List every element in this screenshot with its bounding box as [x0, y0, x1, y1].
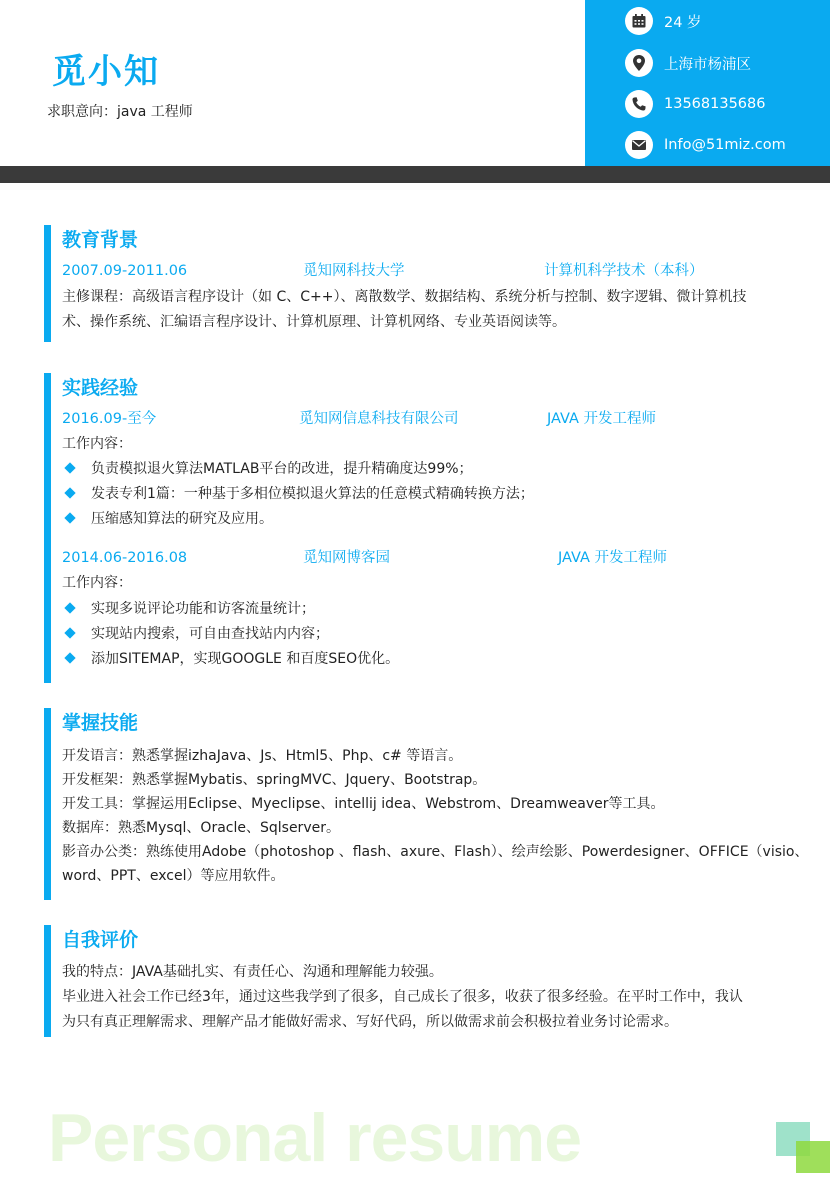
contact-age-text: 24 岁: [664, 14, 702, 31]
contact-panel: [585, 0, 830, 166]
candidate-name: 觅小知: [52, 52, 160, 92]
job-item: 发表专利1篇：一种基于多相位模拟退火算法的任意模式精确转换方法；: [91, 486, 534, 502]
evaluation-line: 为只有真正理解需求、理解产品才能做好需求、写好代码，所以做需求前会积极拉着业务讨论需求。: [62, 1014, 678, 1030]
diamond-bullet-icon: [64, 602, 75, 613]
section-title: 自我评价: [62, 929, 139, 951]
job-objective: 求职意向：java 工程师: [47, 104, 193, 120]
job-item: 实现站内搜索，可自由查找站内内容；: [91, 626, 329, 642]
diamond-bullet-icon: [64, 627, 75, 638]
mail-icon: [625, 131, 653, 159]
section-title: 掌握技能: [62, 712, 139, 734]
section-accent-bar: [44, 925, 51, 1037]
skill-line: 数据库：熟悉Mysql、Oracle、Sqlserver。: [62, 820, 340, 836]
job-item: 负责模拟退火算法MATLAB平台的改进，提升精确度达99%；: [91, 461, 473, 477]
education-major: 计算机科学技术（本科）: [544, 263, 704, 279]
job-period: 2016.09-至今: [62, 411, 157, 427]
diamond-bullet-icon: [64, 652, 75, 663]
contact-location: [625, 48, 751, 78]
phone-icon: [625, 90, 653, 118]
job-item: 实现多说评论功能和访客流量统计；: [91, 601, 315, 617]
evaluation-line: 我的特点：JAVA基础扎实、有责任心、沟通和理解能力较强。: [62, 964, 443, 980]
evaluation-line: 毕业进入社会工作已经3年，通过这些我学到了很多，自己成长了很多，收获了很多经验。在平时工作中，我认: [62, 989, 743, 1005]
job-content-label: 工作内容：: [62, 575, 132, 591]
job-role: JAVA 开发工程师: [547, 411, 657, 427]
contact-age: [625, 6, 702, 36]
job-period: 2014.06-2016.08: [62, 550, 188, 566]
contact-phone: [625, 89, 765, 119]
skill-line: 影音办公类：熟练使用Adobe（photoshop 、flash、axure、Flash）、绘声绘影、Powerdesigner、OFFICE（visio、: [62, 844, 809, 860]
job-item: 添加SITEMAP，实现GOOGLE 和百度SEO优化。: [91, 651, 400, 667]
header-divider-band: [0, 166, 830, 183]
contact-phone-text: 13568135686: [664, 96, 766, 112]
contact-location-text: 上海市杨浦区: [664, 56, 751, 73]
contact-email-text: Info@51miz.com: [664, 137, 786, 153]
skill-line: 开发语言：熟悉掌握izhaJava、Js、Html5、Php、c# 等语言。: [62, 748, 463, 764]
job-company: 觅知网博客园: [303, 550, 390, 566]
diamond-bullet-icon: [64, 512, 75, 523]
contact-email: [625, 130, 786, 160]
job-company: 觅知网信息科技有限公司: [299, 411, 459, 427]
section-accent-bar: [44, 373, 51, 683]
skill-line: 开发框架：熟悉掌握Mybatis、springMVC、Jquery、Bootstrap。: [62, 772, 487, 788]
section-title: 教育背景: [62, 229, 139, 251]
section-skills: [44, 708, 809, 900]
education-courses: 主修课程：高级语言程序设计（如 C、C++）、离散数学、数据结构、系统分析与控制、数字逻辑、微计算机技: [62, 289, 747, 305]
job-item: 压缩感知算法的研究及应用。: [91, 511, 273, 527]
job-content-label: 工作内容：: [62, 436, 132, 452]
resume-header: [0, 0, 830, 166]
section-accent-bar: [44, 708, 51, 900]
education-courses-cont: 术、操作系统、汇编语言程序设计、计算机原理、计算机网络、专业英语阅读等。: [62, 314, 566, 330]
decorative-square: [796, 1141, 830, 1173]
skill-line: word、PPT、excel）等应用软件。: [62, 868, 285, 884]
diamond-bullet-icon: [64, 487, 75, 498]
section-experience: [44, 373, 784, 683]
location-pin-icon: [625, 49, 653, 77]
background-watermark-text: Personal resume: [48, 1100, 582, 1176]
education-period: 2007.09-2011.06: [62, 263, 188, 279]
calendar-icon: [625, 7, 653, 35]
education-school: 觅知网科技大学: [303, 263, 405, 279]
section-education: [44, 225, 784, 342]
skill-line: 开发工具：掌握运用Eclipse、Myeclipse、intellij idea、Webstrom、Dreamweaver等工具。: [62, 796, 665, 812]
job-role: JAVA 开发工程师: [558, 550, 668, 566]
section-accent-bar: [44, 225, 51, 342]
section-title: 实践经验: [62, 377, 139, 399]
diamond-bullet-icon: [64, 462, 75, 473]
section-self-evaluation: [44, 925, 784, 1037]
